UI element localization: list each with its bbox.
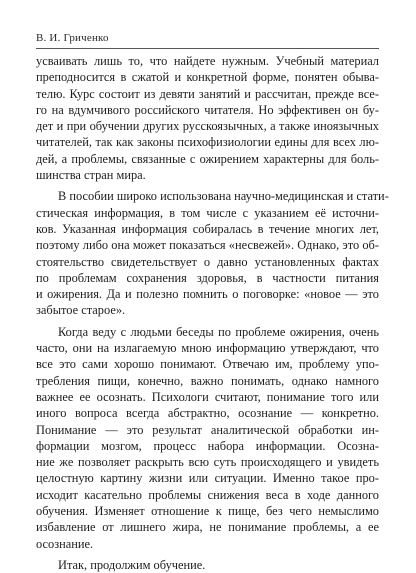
text-line: Понимание — это результат аналитической обработки ин-	[36, 422, 379, 437]
text-line: исходит касательно проблемы снижения веса в ходе данного	[36, 487, 379, 502]
text-line: го на вдумчивого российского читателя. Но эффективен он бу-	[36, 102, 379, 117]
text-line: ние же позволяет раскрыть всю суть происходящего и увидеть	[36, 455, 379, 470]
running-head: В. И. Гриченко	[36, 32, 109, 44]
text-line: читателей, так как законы психофизиологии едины для всех лю-	[36, 135, 379, 150]
text-line: В пособии широко использована научно-медицинская и стати-	[58, 189, 389, 204]
text-line: часто, они на излагаемую мною информацию утверждают, что	[36, 341, 379, 356]
text-line: Когда веду с людьми беседы по проблеме ожирения, очень	[58, 324, 379, 339]
text-line: важнее ее осознать. Психологи считают, понимание того или	[36, 389, 379, 404]
header-rule	[36, 48, 379, 49]
text-line: поэтому либо она может показаться «несвежей». Однако, это об-	[36, 238, 379, 253]
text-line: требления пищи, конечно, важно понимать, однако намного	[36, 373, 379, 388]
text-line: дей, а проблемы, связанные с ожирением характерны для боль-	[36, 151, 379, 166]
text-line: дет и при обучении других русскоязычных, а также иноязычных	[36, 119, 379, 134]
text-line: преподносится в сжатой и конкретной форме, понятен обыва-	[36, 70, 379, 85]
text-line: осознание.	[36, 536, 94, 551]
text-line: телю. Курс состоит из девяти занятий и рассчитан, прежде все-	[36, 86, 379, 101]
text-line: обучения. Изменяет отношение к пище, без чего немыслимо	[36, 504, 379, 519]
text-line: забытое старое».	[36, 303, 126, 318]
text-line: избавление от лишнего жира, не понимание проблемы, а ее	[36, 520, 379, 535]
text-line: стоятельство свидетельствует о давно установленных фактах	[36, 254, 379, 269]
text-line: все это сами хорошо понимают. Отвечаю им, проблему упо-	[36, 357, 379, 372]
paragraph	[36, 557, 379, 573]
text-line: Итак, продолжим обучение.	[58, 557, 206, 572]
paragraph	[36, 324, 379, 552]
body-text	[36, 53, 389, 573]
text-line: ков. Указанная информация собиралась в течение многих лет,	[36, 221, 379, 236]
text-line: иного вопроса всегда абстрактно, осознание — конкретно.	[36, 406, 379, 421]
text-line: стическая информация, в том числе с указанием её источни-	[36, 205, 379, 220]
text-line: и ожирения. Да и полезно помнить о поговорке: «новое — это	[36, 287, 379, 302]
text-line: целостную картину жизни или ситуации. Именно такое про-	[36, 471, 379, 486]
text-line: усваивать лишь то, что найдете нужным. Учебный материал	[36, 54, 379, 68]
paragraph	[36, 188, 389, 318]
text-line: формации мозгом, процесс набора информации. Осозна-	[36, 438, 379, 453]
paragraph	[36, 53, 379, 183]
text-line: шинства стран мира.	[36, 168, 146, 183]
text-line: по проблемам сохранения здоровья, в частности питания	[36, 270, 379, 285]
